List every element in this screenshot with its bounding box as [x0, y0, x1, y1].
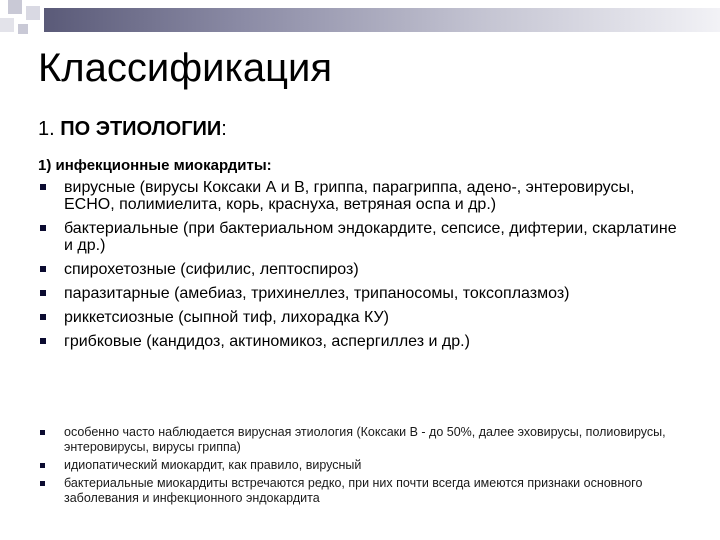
subheading: 1) инфекционные миокардиты: [38, 157, 272, 174]
square-bullet-icon [40, 225, 46, 231]
notes-list [38, 425, 678, 509]
list-item-text: спирохетозные (сифилис, лептоспироз) [64, 261, 359, 278]
list-item [38, 179, 688, 213]
square-bullet-icon [40, 314, 46, 320]
decor-square [8, 0, 22, 14]
square-bullet-icon [40, 184, 46, 190]
square-bullet-icon [40, 430, 45, 435]
header-band [44, 8, 720, 32]
list-item-text: вирусные (вирусы Коксаки А и В, гриппа, парагриппа, адено-, энтеровирусы, ЕСНО, полимиелита, корь, краснуха, ветряная оспа и др.) [64, 179, 635, 213]
heading-number: 1. [38, 118, 55, 140]
list-item [38, 220, 688, 254]
note-text: идиопатический миокардит, как правило, вирусный [64, 458, 362, 472]
square-bullet-icon [40, 338, 46, 344]
decor-square [18, 24, 28, 34]
square-bullet-icon [40, 290, 46, 296]
slide-title: Классификация [38, 46, 333, 90]
list-item [38, 285, 688, 302]
heading-colon: : [221, 118, 227, 140]
note-text: особенно часто наблюдается вирусная этиология (Коксаки В - до 50%, далее эховирусы, полиовирусы, энтеровирусы, вирусы гриппа) [64, 425, 666, 454]
note-item [38, 476, 678, 506]
etiology-list [38, 179, 688, 357]
decor-square [26, 6, 40, 20]
note-item [38, 425, 678, 455]
square-bullet-icon [40, 481, 45, 486]
decor-square [0, 18, 14, 32]
list-item-text: паразитарные (амебиаз, трихинеллез, трипаносомы, токсоплазмоз) [64, 285, 570, 302]
square-bullet-icon [40, 463, 45, 468]
list-item-text: грибковые (кандидоз, актиномикоз, аспергиллез и др.) [64, 333, 470, 350]
square-bullet-icon [40, 266, 46, 272]
list-item-text: бактериальные (при бактериальном эндокардите, сепсисе, дифтерии, скарлатине и др.) [64, 220, 677, 254]
note-item [38, 458, 678, 473]
heading-text: ПО ЭТИОЛОГИИ [60, 118, 222, 140]
list-item [38, 333, 688, 350]
list-item [38, 261, 688, 278]
list-item-text: риккетсиозные (сыпной тиф, лихорадка КУ) [64, 309, 389, 326]
list-item [38, 309, 688, 326]
section-heading [38, 117, 227, 141]
note-text: бактериальные миокардиты встречаются редко, при них почти всегда имеются признаки основного заболевания и инфекционного эндокардита [64, 476, 643, 505]
